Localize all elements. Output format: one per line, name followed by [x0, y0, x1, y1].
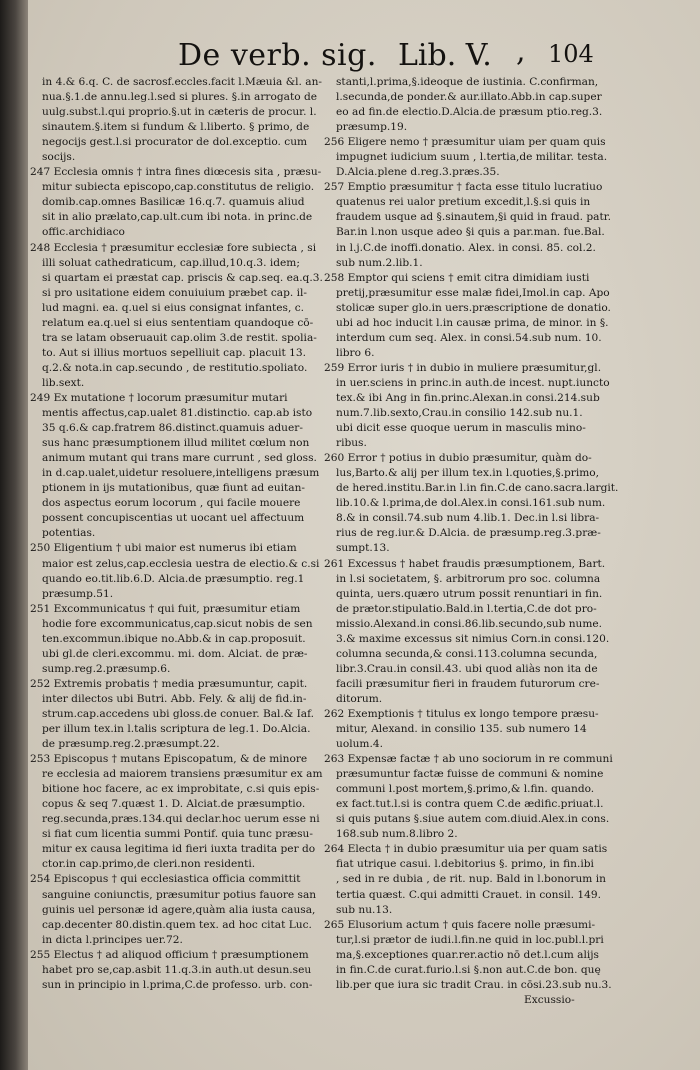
- text-line: ma,§.exceptiones quar.rer.actio nō det.l.cum alijs: [336, 948, 599, 961]
- text-line: nua.§.1.de annu.leg.l.sed si plures. §.in arrogato de: [42, 91, 317, 104]
- text-line: sub nu.13.: [336, 903, 393, 916]
- text-line: impugnet iudicium suum , l.tertia,de militar. testa.: [336, 151, 608, 164]
- book-label: Lib. V.: [398, 38, 492, 73]
- text-line: hodie fore excommunicatus,cap.sicut nobis de sen: [42, 617, 313, 630]
- left-column: [30, 75, 328, 993]
- text-line: in dicta l.principes uer.72.: [42, 933, 183, 946]
- text-line: missio.Alexand.in consi.86.lib.secundo,sub nume.: [336, 617, 603, 630]
- text-line: negocijs gest.l.si procurator de dol.exceptio. cum: [42, 136, 308, 149]
- text-line: lib.10.& l.prima,de dol.Alex.in consi.161.sub num.: [336, 497, 606, 510]
- text-line: sit in alio prælato,cap.ult.cum ibi nota. in princ.de: [42, 211, 313, 224]
- text-line: interdum cum seq. Alex. in consi.54.sub num. 10.: [336, 331, 602, 344]
- text-line: eo ad fin.de electio.D.Alcia.de præsum ptio.reg.3.: [336, 106, 603, 119]
- text-line: mentis affectus,cap.ualet 81.distinctio. cap.ab isto: [42, 407, 313, 420]
- text-line: 252 Extremis probatis † media præsumuntur, capit.: [30, 677, 308, 690]
- text-line: Excussio-: [524, 993, 575, 1006]
- text-line: sus hanc præsumptionem illud militet cœlum non: [42, 437, 310, 450]
- text-line: 249 Ex mutatione † locorum præsumitur mutari: [30, 391, 288, 404]
- text-line: per illum tex.in l.talis scriptura de leg.1. Do.Alcia.: [42, 723, 311, 736]
- text-line: relatum ea.q.uel si eius sententiam quandoque cō-: [42, 316, 314, 329]
- text-line: 168.sub num.8.libro 2.: [336, 828, 458, 841]
- text-line: in l.si societatem, §. arbitrorum pro soc. columna: [336, 572, 601, 585]
- text-line: uolum.4.: [336, 738, 383, 751]
- text-line: 248 Ecclesia † præsumitur ecclesiæ fore subiecta , si: [30, 241, 317, 254]
- text-line: ditorum.: [336, 692, 383, 705]
- running-title: De verb. sig.: [178, 38, 377, 73]
- text-line: pretij,præsumitur esse malæ fidei,Imol.in cap. Apo: [336, 286, 610, 299]
- text-line: in fin.C.de curat.furio.l.si §.non aut.C.de bon. quę: [336, 963, 601, 976]
- text-line: lib.per que iura sic tradit Crau. in cōsi.23.sub nu.3.: [336, 978, 612, 991]
- text-line: quinta, uers.quæro utrum possit renuntiari in fin.: [336, 587, 603, 600]
- text-line: to. Aut si illius mortuos sepelliuit cap. placuit 13.: [42, 346, 307, 359]
- text-line: in uer.sciens in princ.in auth.de incest. nupt.iuncto: [336, 376, 610, 389]
- text-line: , sed in re dubia , de rit. nup. Bald in l.bonorum in: [336, 873, 606, 886]
- text-line: facili præsumitur fieri in fraudem futurorum cre-: [336, 677, 600, 690]
- text-line: animum mutant qui trans mare currunt , sed gloss.: [42, 452, 317, 465]
- text-line: 262 Exemptionis † titulus ex longo tempore præsu-: [324, 707, 599, 720]
- text-line: quando eo.tit.lib.6.D. Alcia.de præsumptio. reg.1: [42, 572, 305, 585]
- text-line: sanguine coniunctis, præsumitur potius fauore san: [42, 888, 317, 901]
- text-line: 250 Eligentium † ubi maior est numerus ibi etiam: [30, 542, 297, 555]
- text-line: habet pro se,cap.asbit 11.q.3.in auth.ut desun.seu: [42, 963, 312, 976]
- text-line: guinis uel personæ id agere,quàm alia iusta causa,: [42, 903, 316, 916]
- text-line: tertia quæst. C.qui admitti Crauet. in consil. 149.: [336, 888, 601, 901]
- text-line: 258 Emptor qui sciens † emit citra dimidiam iusti: [324, 271, 590, 284]
- text-line: mitur ex causa legitima id fieri iuxta tradita per do: [42, 843, 316, 856]
- text-line: num.7.lib.sexto,Crau.in consilio 142.sub nu.1.: [336, 407, 583, 420]
- text-line: copus & seq 7.quæst 1. D. Alciat.de præsumptio.: [42, 798, 306, 811]
- text-line: fraudem usque ad §.sinautem,§i quid in fraud. patr.: [336, 211, 611, 224]
- text-line: communi l.post mortem,§.primo,& l.fin. quando.: [336, 783, 595, 796]
- text-line: stanti,l.prima,§.ideoque de iustinia. C.confirman,: [336, 76, 599, 88]
- text-line: præsump.19.: [336, 121, 408, 134]
- text-line: in d.cap.ualet,uidetur resoluere,intelligens præsum: [42, 467, 320, 480]
- text-line: uulg.subst.l.qui proprio.§.ut in cæteris de procur. l.: [42, 106, 317, 119]
- text-line: offic.archidiaco: [42, 226, 125, 239]
- text-line: 260 Error † potius in dubio præsumitur, quàm do-: [324, 452, 592, 465]
- book-page: [28, 0, 700, 1070]
- text-line: cap.decenter 80.distin.quem tex. ad hoc citat Luc.: [42, 918, 312, 931]
- text-line: 265 Elusorium actum † quis facere nolle præsumi-: [324, 918, 596, 931]
- text-line: 256 Eligere nemo † præsumitur uiam per quam quis: [324, 136, 606, 149]
- text-line: mitur subiecta episcopo,cap.constitutus de religio.: [42, 181, 315, 194]
- text-line: 3.& maxime excessus sit nimius Corn.in consi.120.: [336, 632, 610, 645]
- text-line: præsump.51.: [42, 587, 114, 600]
- text-line: potentias.: [42, 527, 96, 540]
- text-line: inter dilectos ubi Butri. Abb. Fely. & alij de fid.in-: [42, 692, 307, 705]
- text-line: 259 Error iuris † in dubio in muliere præsumitur,gl.: [324, 361, 602, 374]
- text-line: sinautem.§.item si fundum & l.liberto. § primo, de: [42, 121, 310, 134]
- text-line: 263 Expensæ factæ † ab uno sociorum in re communi: [324, 753, 613, 766]
- text-line: possent concupiscentias ut uocant uel affectuum: [42, 512, 305, 525]
- text-line: tur,l.si prætor de iudi.l.fin.ne quid in loc.publ.l.pri: [336, 933, 604, 946]
- text-line: D.Alcia.plene d.reg.3.præs.35.: [336, 166, 500, 179]
- text-line: l.secunda,de ponder.& aur.illato.Abb.in cap.super: [336, 91, 602, 104]
- text-line: tra se latam obseruauit cap.olim 3.de restit. spolia-: [42, 331, 317, 344]
- text-line: ribus.: [336, 437, 367, 450]
- text-line: lus,Barto.& alij per illum tex.in l.quoties,§.primo,: [336, 467, 600, 480]
- text-line: sub num.2.lib.1.: [336, 256, 423, 269]
- text-line: rius de reg.iur.& D.Alcia. de præsump.reg.3.præ-: [336, 527, 601, 540]
- text-line: 261 Excessus † habet fraudis præsumptionem, Bart.: [324, 557, 606, 570]
- text-line: de præsump.reg.2.præsumpt.22.: [42, 738, 220, 751]
- text-line: 255 Electus † ad aliquod officium † præsumptionem: [30, 948, 309, 961]
- text-line: 8.& in consil.74.sub num 4.lib.1. Dec.in l.si libra-: [336, 512, 600, 525]
- text-line: de hered.institu.Bar.in l.in fin.C.de cano.sacra.largit.: [336, 482, 619, 495]
- text-line: ex fact.tut.l.si is contra quem C.de ædific.priuat.l.: [336, 798, 604, 811]
- text-line: ctor.in cap.primo,de cleri.non residenti.: [42, 858, 256, 871]
- text-line: columna secunda,& consi.113.columna secunda,: [336, 647, 598, 660]
- text-line: reg.secunda,præs.134.qui declar.hoc uerum esse ni: [42, 813, 320, 826]
- text-line: in 4.& 6.q. C. de sacrosf.eccles.facit l.Mæuia &l. an-: [42, 76, 322, 88]
- text-line: q.2.& nota.in cap.secundo , de restitutio.spoliato.: [42, 361, 308, 374]
- text-line: si pro usitatione eidem conuiuium præbet cap. il-: [42, 286, 307, 299]
- text-line: libr.3.Crau.in consil.43. ubi quod aliàs non ita de: [336, 662, 598, 675]
- text-line: sump.reg.2.præsump.6.: [42, 662, 171, 675]
- text-line: tex.& ibi Ang in fin.princ.Alexan.in consi.214.sub: [336, 391, 600, 404]
- book-gutter: [0, 0, 28, 1070]
- text-line: mitur, Alexand. in consilio 135. sub numero 14: [336, 723, 587, 736]
- text-line: re ecclesia ad maiorem transiens præsumitur ex am: [42, 768, 323, 781]
- text-line: strum.cap.accedens ubi gloss.de conuer. Bal.& Iaf.: [42, 707, 315, 720]
- text-line: 251 Excommunicatus † qui fuit, præsumitur etiam: [30, 602, 301, 615]
- text-line: maior est zelus,cap.ecclesia uestra de electio.& c.si: [42, 557, 320, 570]
- text-line: ubi dicit esse quoque uerum in masculis mino-: [336, 422, 586, 435]
- text-line: ubi gl.de cleri.excommu. mi. dom. Alciat. de præ-: [42, 647, 308, 660]
- text-line: si quartam ei præstat cap. priscis & cap.seq. ea.q.3.: [42, 271, 323, 284]
- text-line: 264 Electa † in dubio præsumitur uia per quam satis: [324, 843, 608, 856]
- text-line: stolicæ super glo.in uers.præscriptione de donatio.: [336, 301, 611, 314]
- text-line: dos aspectus eorum locorum , qui facile mouere: [42, 497, 301, 510]
- text-line: bitione hoc facere, ac ex improbitate, c.si quis epis-: [42, 783, 320, 796]
- text-line: sumpt.13.: [336, 542, 390, 555]
- text-line: quatenus rei ualor pretium excedit,l.§.si quis in: [336, 196, 591, 209]
- text-line: in l.j.C.de inoffi.donatio. Alex. in consi. 85. col.2.: [336, 241, 596, 254]
- text-line: domib.cap.omnes Basilicæ 16.q.7. quamuis aliud: [42, 196, 305, 209]
- text-line: socijs.: [42, 151, 76, 164]
- text-line: 257 Emptio præsumitur † facta esse titulo lucratiuo: [324, 181, 603, 194]
- text-line: Bar.in l.non usque adeo §i quis a par.man. fue.Bal.: [336, 226, 605, 239]
- header-mark: ,: [516, 34, 526, 69]
- text-line: lib.sext.: [42, 376, 85, 389]
- right-column: [324, 75, 632, 1008]
- text-line: de prætor.stipulatio.Bald.in l.tertia,C.de dot pro-: [336, 602, 597, 615]
- text-line: ptionem in ijs mutationibus, quæ fiunt ad euitan-: [42, 482, 306, 495]
- text-line: 35 q.6.& cap.fratrem 86.distinct.quamuis aduer-: [42, 422, 303, 435]
- text-line: illi soluat cathedraticum, cap.illud,10.q.3. idem;: [42, 256, 300, 269]
- text-line: ubi ad hoc inducit l.in causæ prima, de minor. in §.: [336, 316, 609, 329]
- text-line: ten.excommun.ibique no.Abb.& in cap.proposuit.: [42, 632, 306, 645]
- text-line: si fiat cum licentia summi Pontif. quia tunc præsu-: [42, 828, 313, 841]
- text-line: libro 6.: [336, 346, 375, 359]
- text-line: si quis putans §.siue autem com.diuid.Alex.in cons.: [336, 813, 610, 826]
- text-line: 254 Episcopus † qui ecclesiastica officia committit: [30, 873, 301, 886]
- text-line: sun in principio in l.prima,C.de professo. urb. con-: [42, 978, 313, 991]
- text-line: 247 Ecclesia omnis † intra fines diœcesis sita , præsu-: [30, 166, 322, 179]
- text-line: fiat utrique casui. l.debitorius §. primo, in fin.ibi: [336, 858, 594, 871]
- text-line: 253 Episcopus † mutans Episcopatum, & de minore: [30, 753, 308, 766]
- page-header: [28, 34, 700, 74]
- text-line: præsumuntur factæ fuisse de communi & nomine: [336, 768, 604, 781]
- page-number: 104: [548, 40, 594, 68]
- text-line: lud magni. ea. q.uel si eius consignat infantes, c.: [42, 301, 305, 314]
